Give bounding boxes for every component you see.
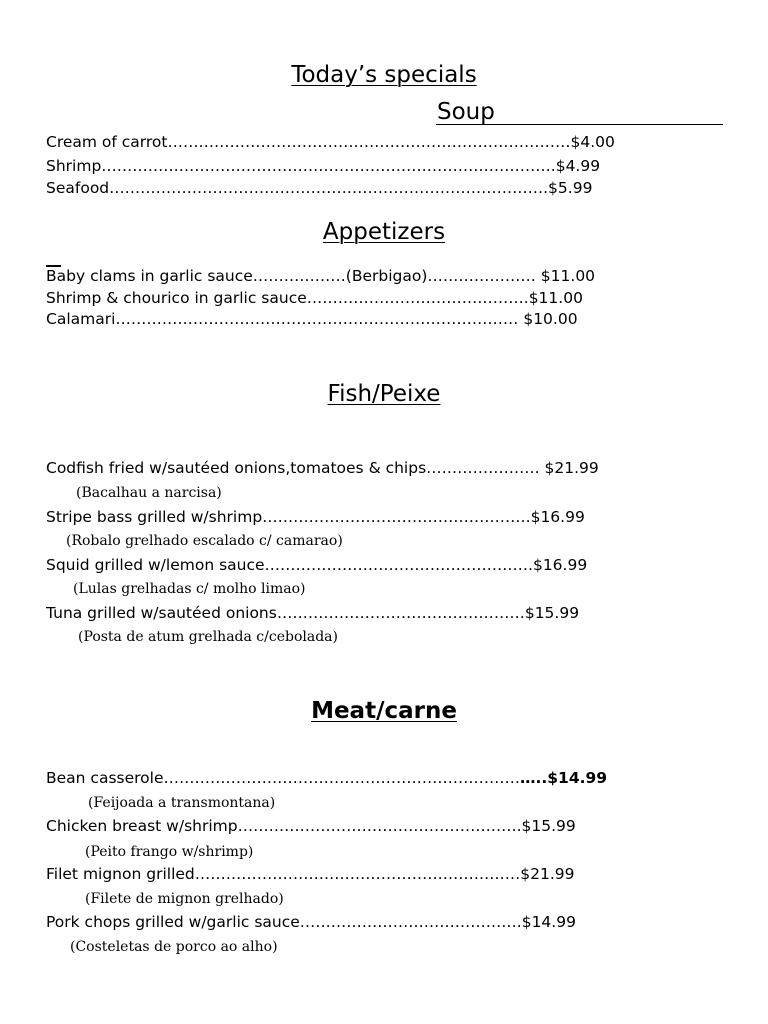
meat-item-pork-chops-note: (Costeletas de porco ao alho) bbox=[70, 939, 278, 955]
soup-heading: Soup bbox=[437, 99, 495, 125]
page-title: Today’s specials bbox=[291, 62, 477, 88]
meat-item-bean-casserole-note: (Feijoada a transmontana) bbox=[88, 795, 276, 811]
meat-item-chicken-breast: Chicken breast w/shrimp……………………………………………….$15.99 bbox=[46, 817, 576, 835]
meat-item-chicken-breast-note: (Peito frango w/shrimp) bbox=[85, 844, 254, 860]
fish-item-squid-note: (Lulas grelhadas c/ molho limao) bbox=[73, 581, 306, 597]
soup-item-cream-of-carrot: Cream of carrot……………………………………………………………………$4.00 bbox=[46, 133, 615, 151]
soup-item-seafood: Seafood………………………………………………………………………….$5.99 bbox=[46, 179, 593, 197]
meat-item-pork-chops: Pork chops grilled w/garlic sauce…………………………………….$14.99 bbox=[46, 913, 576, 931]
appetizer-item-shrimp-chourico: Shrimp & chourico in garlic sauce…………………………………….$11.00 bbox=[46, 289, 583, 307]
appetizer-item-baby-clams: Baby clams in garlic sauce………………(Berbigao)………………… $11.00 bbox=[46, 267, 596, 285]
meat-heading: Meat/carne bbox=[311, 698, 457, 724]
fish-item-squid: Squid grilled w/lemon sauce…………………………………………….$16.99 bbox=[46, 556, 588, 574]
fish-item-stripe-bass: Stripe bass grilled w/shrimp…………………………………………….$16.99 bbox=[46, 508, 585, 526]
appetizers-heading: Appetizers bbox=[322, 219, 446, 245]
appetizer-item-calamari: Calamari…………………………………………………………………… $10.00 bbox=[46, 310, 578, 328]
soup-item-shrimp: Shrimp…………………………………………………………………………….$4.99 bbox=[46, 157, 601, 175]
meat-item-bean-casserole bbox=[46, 769, 607, 787]
meat-item-filet-mignon: Filet mignon grilled………………………………………………………$21.99 bbox=[46, 865, 575, 883]
meat-item-bean-casserole-price: …..$14.99 bbox=[519, 769, 608, 787]
meat-item-bean-casserole-label: Bean casserole…………………………………………………………… bbox=[46, 769, 520, 787]
fish-item-tuna: Tuna grilled w/sautéed onions…………………………………………$15.99 bbox=[46, 604, 580, 622]
soup-heading-underline bbox=[436, 124, 723, 125]
fish-item-tuna-note: (Posta de atum grelhada c/cebolada) bbox=[78, 629, 338, 645]
fish-heading: Fish/Peixe bbox=[327, 381, 441, 407]
meat-item-filet-mignon-note: (Filete de mignon grelhado) bbox=[85, 891, 284, 907]
fish-item-stripe-bass-note: (Robalo grelhado escalado c/ camarao) bbox=[66, 533, 343, 549]
fish-item-codfish: Codfish fried w/sautéed onions,tomatoes & chips…………………. $21.99 bbox=[46, 459, 599, 477]
fish-item-codfish-note: (Bacalhau a narcisa) bbox=[76, 485, 222, 501]
